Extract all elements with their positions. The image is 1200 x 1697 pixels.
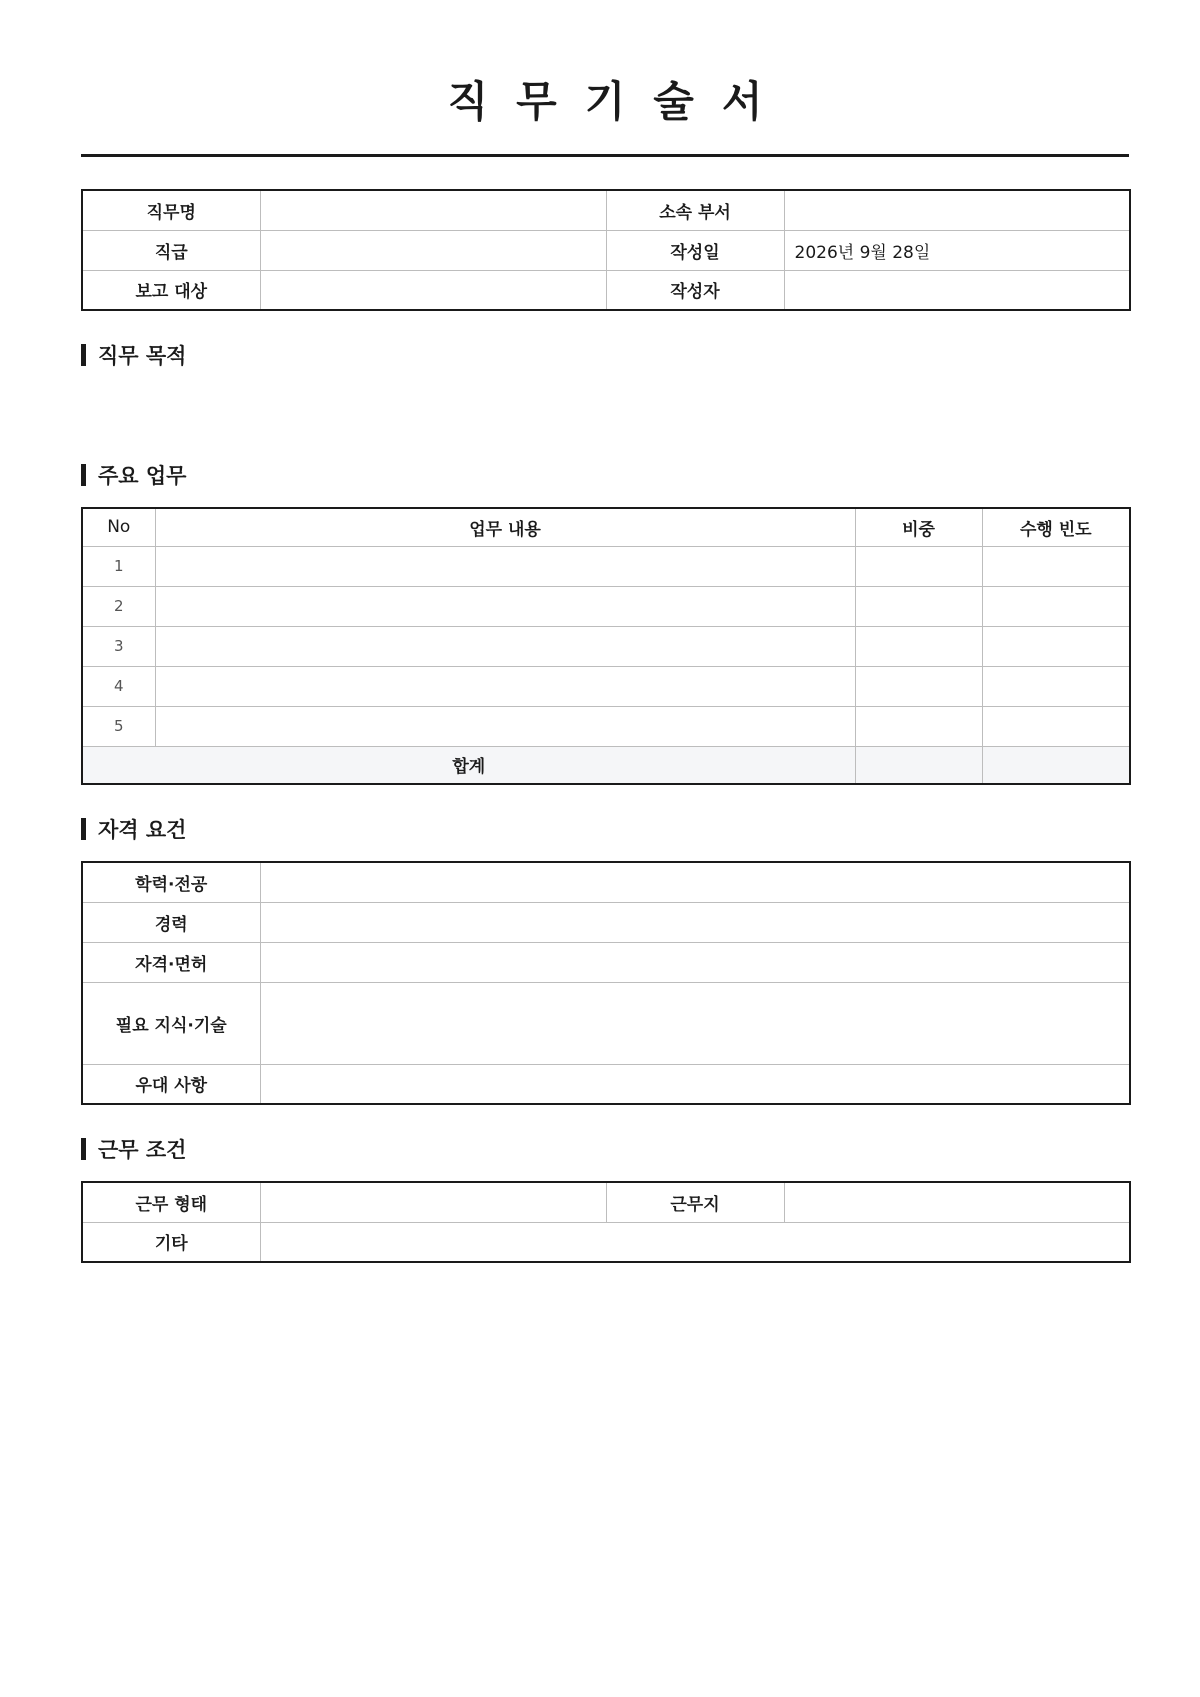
duty-content-field[interactable] [155, 546, 855, 586]
row-number: 5 [82, 706, 155, 746]
skills-label: 필요 지식·기술 [82, 982, 260, 1064]
title-divider [81, 154, 1129, 157]
document-title: 직무기술서 [447, 77, 791, 126]
conditions-heading [81, 1135, 1129, 1163]
column-header-content: 업무 내용 [155, 508, 855, 546]
date-label: 작성일 [606, 230, 784, 270]
license-field[interactable] [260, 942, 1130, 982]
duty-weight-field[interactable] [855, 626, 982, 666]
department-field[interactable] [784, 190, 1130, 230]
total-weight-field[interactable] [855, 746, 982, 784]
table-row [82, 1182, 1130, 1222]
duty-weight-field[interactable] [855, 706, 982, 746]
table-row [82, 942, 1130, 982]
section-bar-icon [81, 344, 86, 366]
column-header-frequency: 수행 빈도 [982, 508, 1130, 546]
date-field[interactable]: 2026년 9월 28일 [784, 230, 1130, 270]
table-row [82, 666, 1130, 706]
duty-weight-field[interactable] [855, 666, 982, 706]
table-row [82, 190, 1130, 230]
table-row [82, 1222, 1130, 1262]
table-row [82, 862, 1130, 902]
job-title-label: 직무명 [82, 190, 260, 230]
table-row [82, 626, 1130, 666]
table-row [82, 230, 1130, 270]
table-row [82, 546, 1130, 586]
job-title-field[interactable] [260, 190, 606, 230]
duty-content-field[interactable] [155, 626, 855, 666]
column-header-no: No [82, 508, 155, 546]
table-row [82, 586, 1130, 626]
duty-frequency-field[interactable] [982, 666, 1130, 706]
purpose-heading-label: 직무 목적 [98, 344, 187, 368]
qualifications-heading [81, 815, 1129, 843]
row-number: 2 [82, 586, 155, 626]
row-number: 4 [82, 666, 155, 706]
location-label: 근무지 [606, 1182, 784, 1222]
location-field[interactable] [784, 1182, 1130, 1222]
duties-heading [81, 461, 1129, 489]
total-row [82, 746, 1130, 784]
skills-field[interactable] [260, 982, 1130, 1064]
work-type-field[interactable] [260, 1182, 606, 1222]
conditions-heading-label: 근무 조건 [98, 1138, 187, 1162]
preferred-field[interactable] [260, 1064, 1130, 1104]
experience-label: 경력 [82, 902, 260, 942]
duty-weight-field[interactable] [855, 586, 982, 626]
purpose-heading [81, 341, 1129, 369]
column-header-weight: 비중 [855, 508, 982, 546]
total-frequency-field[interactable] [982, 746, 1130, 784]
qualifications-heading-label: 자격 요건 [98, 818, 187, 842]
reports-to-field[interactable] [260, 270, 606, 310]
duty-frequency-field[interactable] [982, 546, 1130, 586]
author-label: 작성자 [606, 270, 784, 310]
table-row [82, 1064, 1130, 1104]
table-row [82, 706, 1130, 746]
section-bar-icon [81, 818, 86, 840]
duty-content-field[interactable] [155, 706, 855, 746]
work-type-label: 근무 형태 [82, 1182, 260, 1222]
info-table [81, 189, 1131, 311]
grade-label: 직급 [82, 230, 260, 270]
section-bar-icon [81, 1138, 86, 1160]
department-label: 소속 부서 [606, 190, 784, 230]
duty-content-field[interactable] [155, 586, 855, 626]
table-header-row [82, 508, 1130, 546]
table-row [82, 270, 1130, 310]
table-row [82, 982, 1130, 1064]
education-field[interactable] [260, 862, 1130, 902]
experience-field[interactable] [260, 902, 1130, 942]
preferred-label: 우대 사항 [82, 1064, 260, 1104]
total-label: 합계 [82, 746, 855, 784]
duty-frequency-field[interactable] [982, 626, 1130, 666]
duty-content-field[interactable] [155, 666, 855, 706]
purpose-text[interactable] [81, 369, 1129, 461]
other-label: 기타 [82, 1222, 260, 1262]
duties-heading-label: 주요 업무 [98, 464, 187, 488]
duty-weight-field[interactable] [855, 546, 982, 586]
qualifications-table [81, 861, 1131, 1105]
education-label: 학력·전공 [82, 862, 260, 902]
license-label: 자격·면허 [82, 942, 260, 982]
duty-frequency-field[interactable] [982, 586, 1130, 626]
row-number: 1 [82, 546, 155, 586]
reports-to-label: 보고 대상 [82, 270, 260, 310]
duties-table [81, 507, 1131, 785]
row-number: 3 [82, 626, 155, 666]
grade-field[interactable] [260, 230, 606, 270]
conditions-table [81, 1181, 1131, 1263]
duty-frequency-field[interactable] [982, 706, 1130, 746]
job-description-page [81, 0, 1129, 1263]
table-row [82, 902, 1130, 942]
author-field[interactable] [784, 270, 1130, 310]
other-field[interactable] [260, 1222, 1130, 1262]
section-bar-icon [81, 464, 86, 486]
